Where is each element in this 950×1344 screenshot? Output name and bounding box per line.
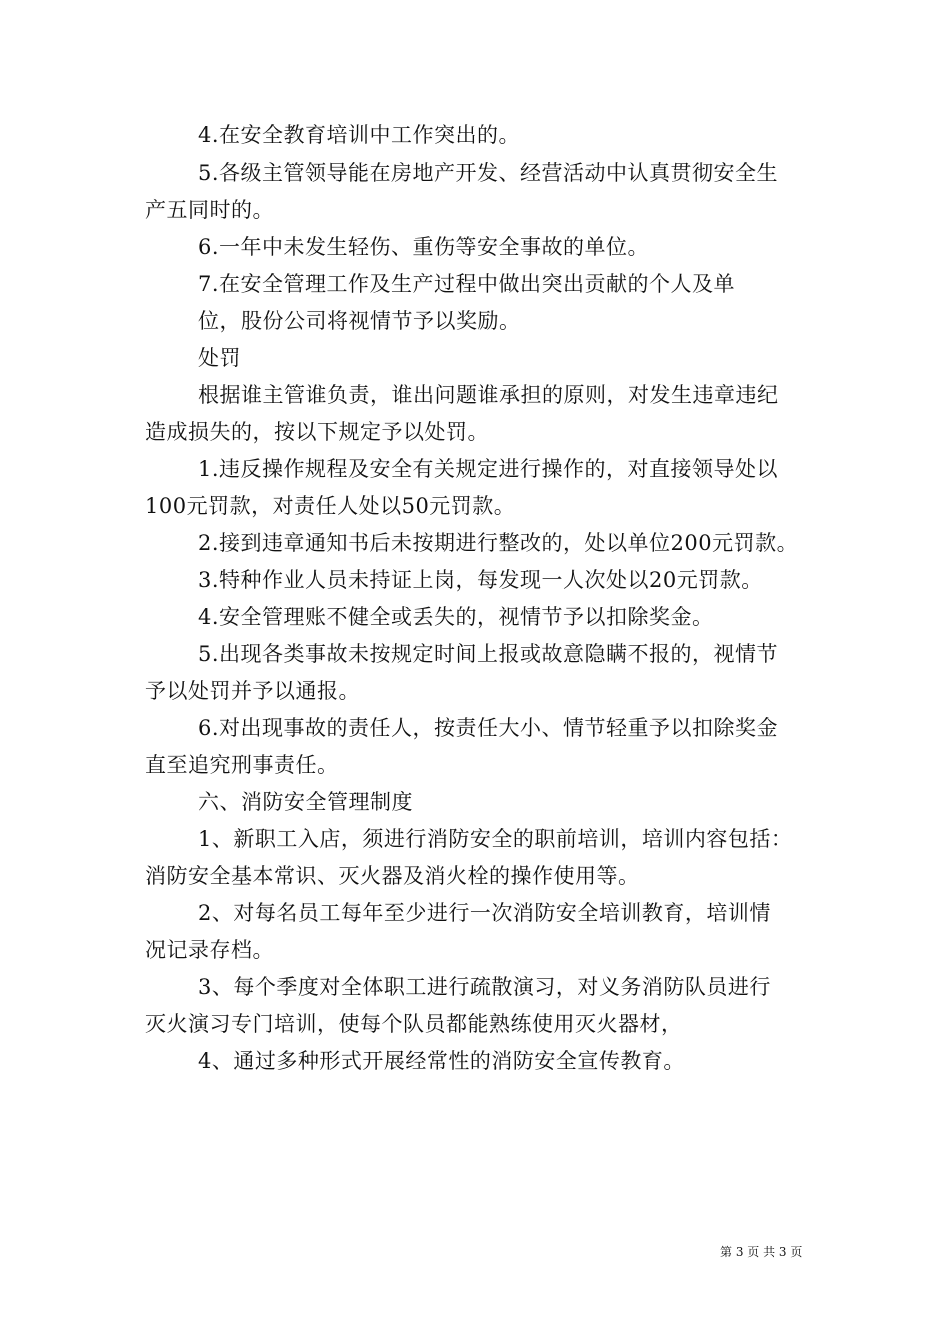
paragraph-line: 5.各级主管领导能在房地产开发、经营活动中认真贯彻安全生 <box>198 161 779 185</box>
section-heading: 六、消防安全管理制度 <box>198 790 413 814</box>
paragraph-line: 位，股份公司将视情节予以奖励。 <box>198 309 521 333</box>
paragraph-line: 4.安全管理账不健全或丢失的，视情节予以扣除奖金。 <box>198 605 714 629</box>
paragraph-line: 直至追究刑事责任。 <box>145 753 339 777</box>
section-heading: 处罚 <box>198 346 241 370</box>
paragraph-line: 2.接到违章通知书后未按期进行整改的，处以单位200元罚款。 <box>198 531 799 555</box>
paragraph-line: 3、每个季度对全体职工进行疏散演习，对义务消防队员进行 <box>198 975 771 999</box>
paragraph-line: 6.对出现事故的责任人，按责任大小、情节轻重予以扣除奖金 <box>198 716 779 740</box>
paragraph-line: 根据谁主管谁负责，谁出问题谁承担的原则，对发生违章违纪 <box>198 383 779 407</box>
paragraph-line: 3.特种作业人员未持证上岗，每发现一人次处以20元罚款。 <box>198 568 763 592</box>
paragraph-line: 6.一年中未发生轻伤、重伤等安全事故的单位。 <box>198 235 650 259</box>
paragraph-line: 消防安全基本常识、灭火器及消火栓的操作使用等。 <box>145 864 640 888</box>
paragraph-line: 况记录存档。 <box>145 938 274 962</box>
paragraph-line: 灭火演习专门培训，使每个队员都能熟练使用灭火器材， <box>145 1012 683 1036</box>
paragraph-line: 4、通过多种形式开展经常性的消防安全宣传教育。 <box>198 1049 685 1073</box>
page-number-footer: 第 3 页 共 3 页 <box>720 1245 803 1259</box>
paragraph-line: 予以处罚并予以通报。 <box>145 679 360 703</box>
paragraph-line: 100元罚款，对责任人处以50元罚款。 <box>145 494 516 518</box>
paragraph-line: 7.在安全管理工作及生产过程中做出突出贡献的个人及单 <box>198 272 736 296</box>
paragraph-line: 1.违反操作规程及安全有关规定进行操作的，对直接领导处以 <box>198 457 779 481</box>
paragraph-line: 4.在安全教育培训中工作突出的。 <box>198 123 521 147</box>
paragraph-line: 造成损失的，按以下规定予以处罚。 <box>145 420 489 444</box>
paragraph-line: 1、新职工入店，须进行消防安全的职前培训，培训内容包括： <box>198 827 793 851</box>
paragraph-line: 产五同时的。 <box>145 198 274 222</box>
paragraph-line: 5.出现各类事故未按规定时间上报或故意隐瞒不报的，视情节 <box>198 642 779 666</box>
paragraph-line: 2、对每名员工每年至少进行一次消防安全培训教育，培训情 <box>198 901 771 925</box>
